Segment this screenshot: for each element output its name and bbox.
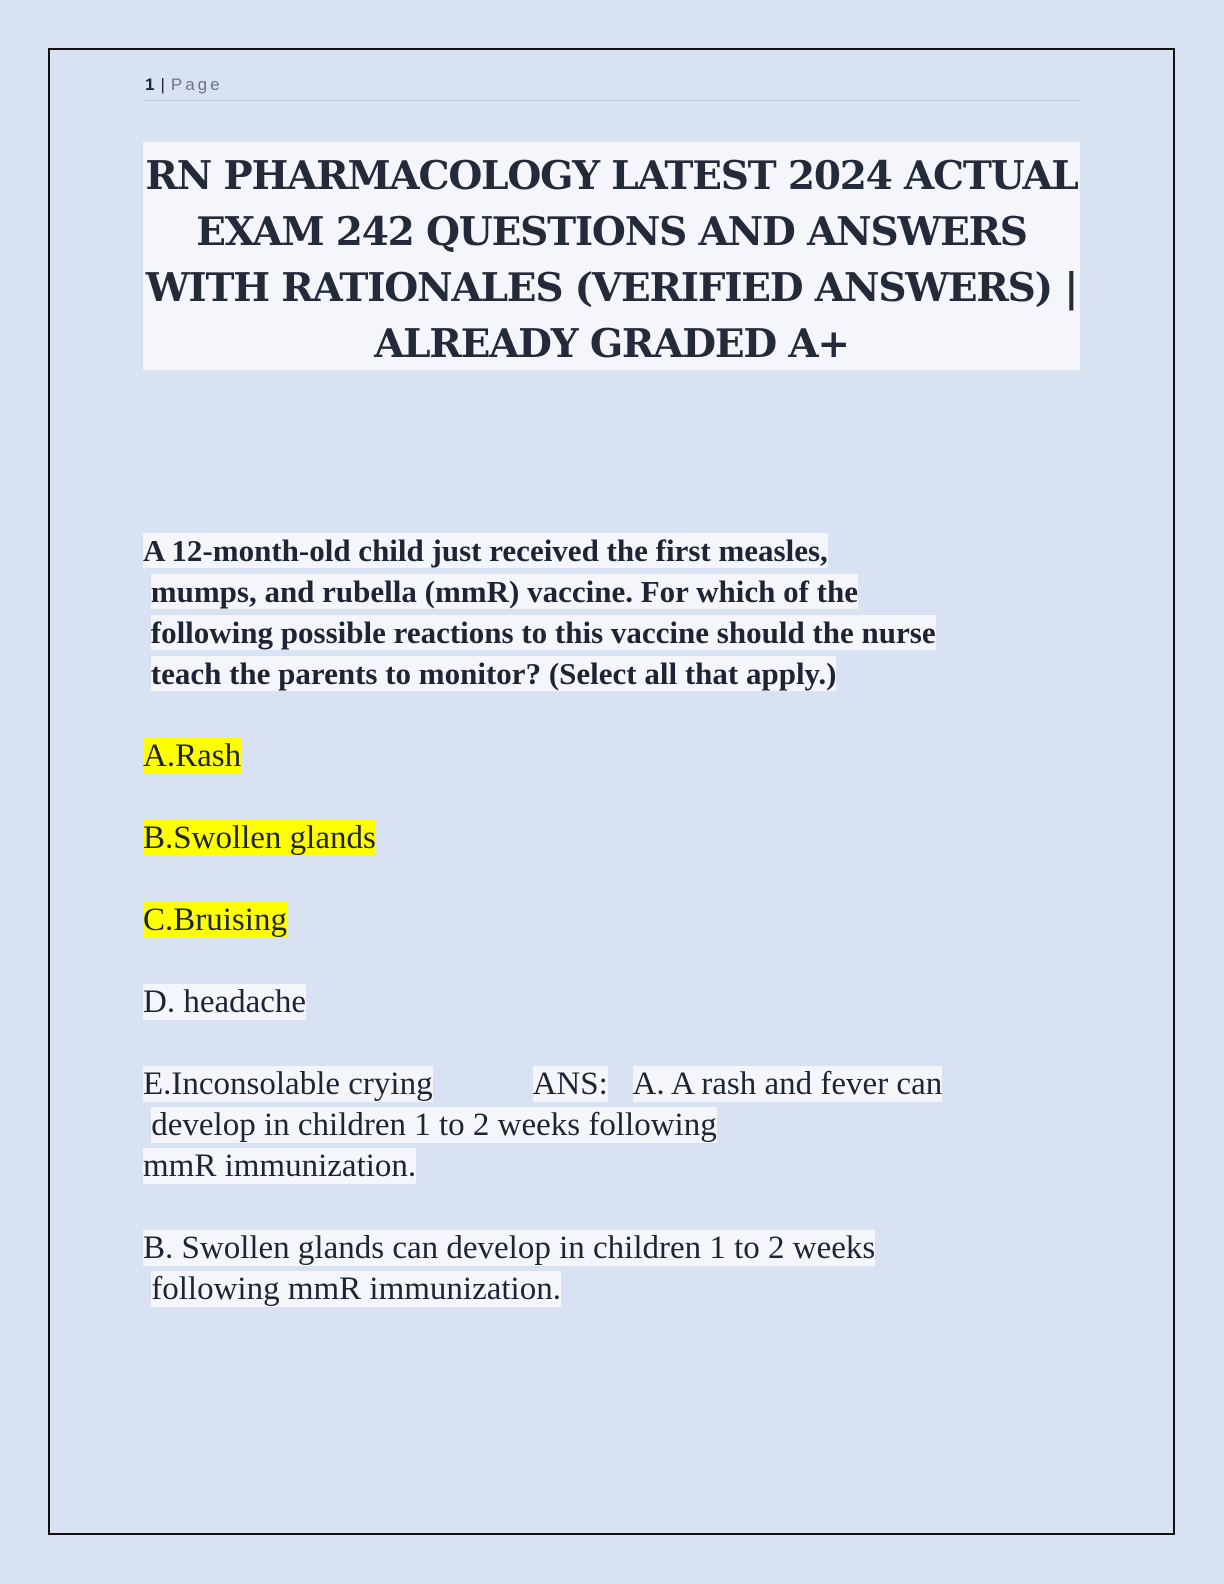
answer-a-line-2: develop in children 1 to 2 weeks following	[151, 1107, 717, 1143]
title-line-2: EXAM 242 QUESTIONS AND ANSWERS	[196, 209, 1027, 255]
page-separator: |	[160, 75, 165, 94]
question-line-1: A 12-month-old child just received the first measles,	[143, 533, 828, 568]
answer-label: ANS:	[532, 1066, 608, 1102]
answer-a-line-3: mmR immunization.	[143, 1148, 417, 1184]
title-line-1: RN PHARMACOLOGY LATEST 2024 ACTUAL	[145, 153, 1078, 199]
document-title-box	[143, 142, 1080, 370]
title-line-3: WITH RATIONALES (VERIFIED ANSWERS) |	[145, 265, 1078, 311]
answer-b-line-2: following mmR immunization.	[151, 1271, 561, 1307]
answer-a-line-1: A. A rash and fever can	[632, 1066, 943, 1102]
answer-b	[143, 1228, 1043, 1310]
page-header	[145, 72, 1080, 101]
option-d-text: D. headache	[143, 984, 307, 1020]
option-c-text: C.Bruising	[143, 902, 287, 938]
option-d	[143, 982, 306, 1022]
option-b	[143, 818, 376, 858]
page-number: 1	[145, 75, 155, 94]
question-line-4: teach the parents to monitor? (Select all that apply.)	[150, 656, 837, 691]
option-e-text: E.Inconsolable crying	[143, 1066, 433, 1102]
question-line-3: following possible reactions to this vaccine should the nurse	[150, 615, 936, 650]
page-label: Page	[170, 75, 223, 94]
option-e-and-answer-a	[143, 1064, 1043, 1187]
option-c	[143, 900, 287, 940]
option-a	[143, 736, 241, 776]
title-line-4: ALREADY GRADED A+	[374, 321, 849, 367]
question-line-2: mumps, and rubella (mmR) vaccine. For which of the	[150, 574, 858, 609]
option-a-text: A.Rash	[143, 738, 242, 774]
answer-b-line-1: B. Swollen glands can develop in children 1 to 2 weeks	[143, 1230, 876, 1266]
option-b-text: B.Swollen glands	[143, 820, 376, 856]
question-text	[143, 530, 1083, 694]
document-title	[143, 148, 1080, 372]
